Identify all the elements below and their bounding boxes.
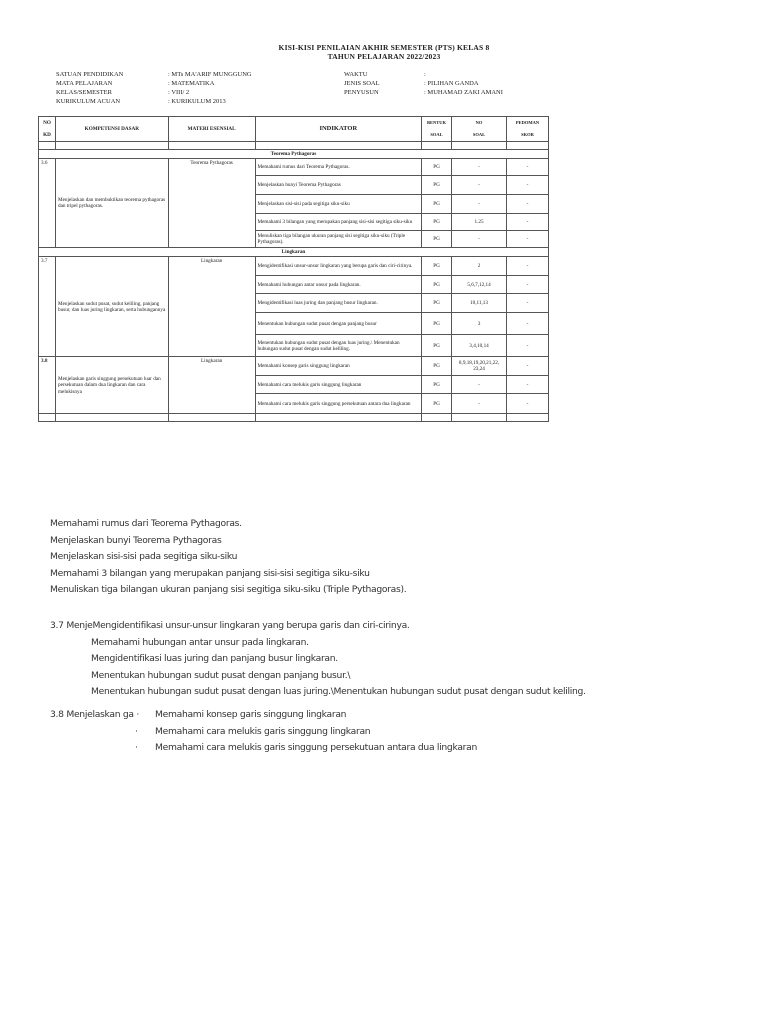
meta-label: KURIKULUM ACUAN [56, 98, 121, 105]
section-heading-row [39, 150, 549, 159]
bentuk-cell: PG [422, 294, 452, 313]
meta-value: : KURIKULUM 2013 [168, 98, 226, 105]
no-soal-cell: 10,11,13 [452, 294, 507, 313]
indikator-cell: Menjelaskan sisi-sisi pada segitiga siku-siku [255, 195, 422, 214]
note-line: Menjelaskan bunyi Teorema Pythagoras [50, 534, 222, 546]
table-row [39, 159, 549, 176]
meta-labels-right [344, 70, 380, 97]
note-line: Menentukan hubungan sudut pusat dengan luas juring.\Menentukan hubungan sudut pusat dengan sudut keliling. [91, 686, 586, 698]
notes-pythagoras [50, 516, 406, 599]
indikator-cell: Memahami rumus dari Teorema Pythagoras. [255, 159, 422, 176]
meta-label: MATA PELAJARAN [56, 80, 113, 87]
no-soal-cell: - [452, 195, 507, 214]
bentuk-cell: PG [422, 313, 452, 335]
bentuk-cell: PG [422, 257, 452, 276]
indikator-cell: Menentukan hubungan sudut pusat dengan panjang busur [255, 313, 422, 335]
kompetensi-cell: Menjelaskan garis singgung persekutuan luar dan persekutuan dalam dua lingkaran dan cara melukisnya [55, 357, 168, 414]
kompetensi-cell: Menjelaskan sudut pusat, sudut keliling, panjang busur, dan luas juring lingkaran, serta hubungannya [55, 257, 168, 357]
document-title: KISI-KISI PENILAIAN AKHIR SEMESTER (PTS) KELAS 8 [278, 43, 490, 52]
bentuk-cell: PG [422, 159, 452, 176]
skor-cell: - [507, 276, 549, 294]
skor-cell: - [507, 335, 549, 357]
header-materi: MATERI ESENSIAL [168, 117, 255, 142]
note-line: Memahami 3 bilangan yang merupakan panjang sisi-sisi segitiga siku-siku [50, 567, 370, 579]
header-no-kd: NO KD [39, 117, 56, 142]
table-row [39, 257, 549, 276]
note-line: Menentukan hubungan sudut pusat dengan panjang busur.\ [91, 669, 351, 681]
spacer-row [39, 414, 549, 422]
no-soal-cell: - [452, 176, 507, 195]
bentuk-cell: PG [422, 176, 452, 195]
no-soal-cell: 8,9,18,19,20,21,22, 23,24 [452, 357, 507, 376]
bentuk-cell: PG [422, 231, 452, 248]
note-line: Memahami hubungan antar unsur pada lingkaran. [91, 636, 309, 648]
kd-cell: 3.7 [39, 257, 56, 357]
indikator-cell: Mengidentifikasi luas juring dan panjang busur lingkaran. [255, 294, 422, 313]
bentuk-cell: PG [422, 276, 452, 294]
indikator-cell: Memahami konsep garis singgung lingkaran [255, 357, 422, 376]
indikator-cell: Memahami cara melukis garis singgung lingkaran [255, 376, 422, 394]
document-subtitle: TAHUN PELAJARAN 2022/2023 [327, 52, 441, 61]
note-line: Menuliskan tiga bilangan ukuran panjang sisi segitiga siku-siku (Triple Pythagoras). [50, 584, 407, 596]
meta-label: JENIS SOAL [344, 80, 380, 87]
no-soal-cell: - [452, 159, 507, 176]
header-no-soal: NO SOAL [452, 117, 507, 142]
indikator-cell: Menentukan hubungan sudut pusat dengan luas juring.\ Menentukan hubungan sudut pusat dengan sudut keliling. [255, 335, 422, 357]
skor-cell: - [507, 394, 549, 414]
skor-cell: - [507, 214, 549, 231]
no-soal-cell: 3 [452, 313, 507, 335]
skor-cell: - [507, 195, 549, 214]
meta-values-right [424, 70, 503, 97]
no-soal-cell: 1.25 [452, 214, 507, 231]
meta-label: SATUAN PENDIDIKAN [56, 71, 124, 78]
section-heading-row [39, 248, 549, 257]
indikator-cell: Memahami cara melukis garis singgung persekutuan antara dua lingkaran [255, 394, 422, 414]
section-heading: Lingkaran [39, 248, 549, 257]
no-soal-cell: 2 [452, 257, 507, 276]
note-text: Memahami konsep garis singgung lingkaran [155, 709, 347, 720]
bentuk-cell: PG [422, 335, 452, 357]
note-line: 3.7 MenjeMengidentifikasi unsur-unsur lingkaran yang berupa garis dan ciri-cirinya. [50, 620, 410, 631]
skor-cell: - [507, 313, 549, 335]
meta-value: : MATEMATIKA [168, 80, 215, 87]
note-line [50, 707, 477, 724]
meta-value: : VIII/ 2 [168, 89, 190, 96]
meta-value: : [424, 71, 426, 78]
meta-values-left [168, 70, 252, 106]
note-text: Memahami cara melukis garis singgung lingkaran [155, 725, 371, 737]
indikator-cell: Mengidentifikasi unsur-unsur lingkaran yang berupa garis dan ciri-cirinya. [255, 257, 422, 276]
skor-cell: - [507, 294, 549, 313]
materi-cell: Teorema Pythagoras [168, 159, 255, 248]
note-line [50, 740, 477, 757]
note-label: 3.8 Menjelaskan ga · [50, 709, 139, 720]
note-line: Menjelaskan sisi-sisi pada segitiga siku-siku [50, 551, 238, 563]
materi-cell: Lingkaran [168, 257, 255, 357]
skor-cell: - [507, 159, 549, 176]
skor-cell: - [507, 176, 549, 195]
no-soal-cell: 5,6,7,12,14 [452, 276, 507, 294]
header-indikator: INDIKATOR [255, 117, 422, 142]
meta-value: : MUHAMAD ZAKI AMANI [424, 89, 503, 96]
skor-cell: - [507, 376, 549, 394]
indikator-cell: Menjelaskan bunyi Teorema Pythagoras [255, 176, 422, 195]
bullet-icon: · [135, 725, 138, 737]
note-text: Memahami cara melukis garis singgung persekutuan antara dua lingkaran [155, 742, 477, 754]
kompetensi-cell: Menjelaskan dan membuktikan teorema pythagoras dan tripel pythagoras. [55, 159, 168, 248]
kd-cell: 3.6 [39, 159, 56, 248]
materi-cell: Lingkaran [168, 357, 255, 414]
no-soal-cell: - [452, 394, 507, 414]
note-line [50, 724, 477, 741]
notes-lingkaran [50, 618, 586, 701]
no-soal-cell: 3,4,10,14 [452, 335, 507, 357]
header-kompetensi: KOMPETENSI DASAR [55, 117, 168, 142]
meta-label: WAKTU [344, 71, 368, 78]
section-heading: Teorema Pythagoras [39, 150, 549, 159]
meta-value: : PILIHAN GANDA [424, 80, 479, 87]
meta-label: KELAS/SEMESTER [56, 89, 112, 96]
indikator-cell: Menuliskan tiga bilangan ukuran panjang sisi segitiga siku-siku (Triple Pythagoras). [255, 231, 422, 248]
note-line: Memahami rumus dari Teorema Pythagoras. [50, 518, 242, 529]
note-line: Mengidentifikasi luas juring dan panjang busur lingkaran. [91, 653, 338, 665]
meta-labels-left [56, 70, 123, 106]
bentuk-cell: PG [422, 376, 452, 394]
indikator-cell: Memahami hubungan antar unsur pada lingkaran. [255, 276, 422, 294]
bentuk-cell: PG [422, 214, 452, 231]
bentuk-cell: PG [422, 357, 452, 376]
bentuk-cell: PG [422, 195, 452, 214]
header-bentuk-soal: BENTUK SOAL [422, 117, 452, 142]
indikator-cell: Memahami 3 bilangan yang merupakan panjang sisi-sisi segitiga siku-siku [255, 214, 422, 231]
skor-cell: - [507, 231, 549, 248]
table-row [39, 357, 549, 376]
skor-cell: - [507, 357, 549, 376]
no-soal-cell: - [452, 376, 507, 394]
skor-cell: - [507, 257, 549, 276]
spacer-row [39, 142, 549, 150]
bullet-icon: · [135, 742, 138, 754]
kd-cell: 3.8 [39, 357, 56, 414]
header-pedoman-skor: PEDOMAN SKOR [507, 117, 549, 142]
kisi-kisi-table [38, 116, 549, 422]
meta-label: PENYUSUN [344, 89, 379, 96]
bentuk-cell: PG [422, 394, 452, 414]
table-header-row [39, 117, 549, 142]
notes-garis-singgung [50, 707, 477, 757]
meta-value: : MTs MA'ARIF MUNGGUNG [168, 71, 252, 78]
no-soal-cell: - [452, 231, 507, 248]
